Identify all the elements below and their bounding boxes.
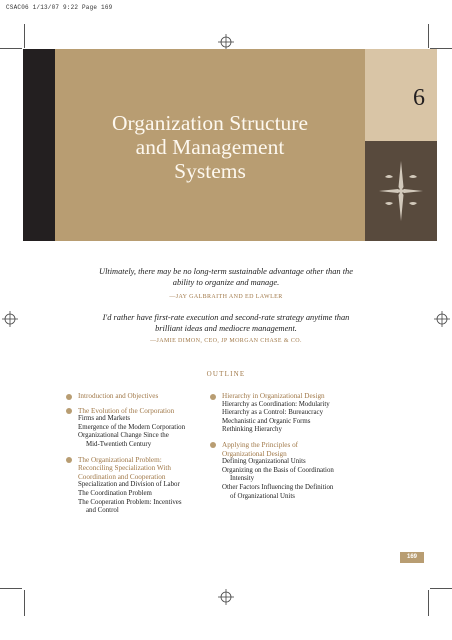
- outline-section-title: [66, 392, 216, 401]
- chapter-number-box: [365, 49, 437, 141]
- outline-item: Specialization and Division of Labor: [78, 481, 180, 489]
- bullet-icon: [66, 394, 72, 400]
- chapter-title-line: Organization Structure: [111, 111, 309, 135]
- outline-section-title-line: Reconciling Specialization With: [78, 464, 171, 473]
- chapter-title-line: Systems: [174, 159, 246, 183]
- outline-column-right: [210, 392, 380, 507]
- outline-item: and Control: [86, 507, 119, 515]
- outline-section-title-line: The Evolution of the Corporation: [78, 406, 175, 415]
- bullet-icon: [66, 457, 72, 463]
- outline-column-left: [66, 392, 216, 522]
- bullet-icon: [210, 442, 216, 448]
- outline-item: Firms and Markets: [78, 415, 131, 423]
- outline-section: [66, 456, 216, 516]
- outline-item: Rethinking Hierarchy: [222, 426, 282, 434]
- outline-item: Mechanistic and Organic Forms: [222, 417, 311, 425]
- chapter-number: 6: [413, 85, 425, 111]
- quote-attribution: —JAMIE DIMON, CEO, JP MORGAN CHASE & CO.: [150, 338, 302, 344]
- quote-line: I'd rather have first-rate execution and second-rate strategy anytime than: [102, 313, 350, 322]
- outline-section: [66, 392, 216, 401]
- outline-item: The Coordination Problem: [78, 489, 152, 497]
- page-number: 169: [400, 552, 424, 563]
- outline-section: [210, 392, 380, 435]
- bullet-icon: [210, 394, 216, 400]
- registration-mark-icon: [218, 34, 234, 50]
- crop-mark: [428, 24, 429, 48]
- registration-mark-icon: [434, 311, 450, 327]
- outline-section-title-line: Hierarchy in Organizational Design: [222, 392, 325, 400]
- outline-section-title-line: Applying the Principles of: [222, 440, 299, 449]
- ornament-box: [365, 141, 437, 241]
- quote-line: Ultimately, there may be no long-term sustainable advantage other than the: [99, 267, 353, 276]
- outline-section-title-line: The Organizational Problem:: [78, 455, 162, 464]
- print-slug: CSAC06 1/13/07 9:22 Page 169: [6, 4, 113, 11]
- outline-section-title: [210, 392, 380, 401]
- outline-item: Organizing on the Basis of Coordination: [222, 466, 334, 474]
- bullet-icon: [66, 408, 72, 414]
- chapter-title-line: and Management: [135, 135, 285, 159]
- outline-item: Organizational Change Since the: [78, 432, 169, 440]
- outline-item: of Organizational Units: [230, 492, 295, 500]
- outline-item: Other Factors Influencing the Definition: [222, 483, 334, 491]
- outline-item: Hierarchy as Coordination: Modularity: [222, 400, 330, 408]
- quote-line: brilliant ideas and mediocre management.: [155, 324, 297, 333]
- registration-mark-icon: [2, 311, 18, 327]
- outline-item: Mid-Twentieth Century: [86, 440, 152, 448]
- chapter-header: [23, 49, 437, 241]
- outline-section-title: [210, 441, 380, 458]
- outline-section-title: [66, 407, 216, 416]
- crop-mark: [0, 48, 22, 49]
- crop-mark: [24, 24, 25, 48]
- outline-section-title: [66, 456, 216, 482]
- outline-section-title-line: Coordination and Cooperation: [78, 472, 166, 481]
- outline-item: The Cooperation Problem: Incentives: [78, 498, 182, 506]
- outline-item: Defining Organizational Units: [222, 458, 306, 466]
- quote-attribution: —JAY GALBRAITH AND ED LAWLER: [169, 294, 283, 300]
- black-bar: [23, 49, 55, 241]
- outline-section: [66, 407, 216, 450]
- outline-item: Intensity: [230, 475, 255, 483]
- quote-line: ability to organize and manage.: [172, 278, 280, 287]
- crop-mark: [24, 590, 25, 616]
- crop-mark: [430, 588, 452, 589]
- outline-heading: OUTLINE: [206, 370, 246, 378]
- compass-ornament-icon: [365, 141, 437, 241]
- crop-mark: [0, 588, 22, 589]
- outline-section-title-line: Introduction and Objectives: [78, 392, 159, 400]
- registration-mark-icon: [218, 589, 234, 605]
- chapter-title: [55, 111, 365, 183]
- outline-item: Hierarchy as a Control: Bureaucracy: [222, 409, 324, 417]
- epigraph-quote: [40, 266, 412, 288]
- crop-mark: [428, 590, 429, 616]
- outline-section: [210, 441, 380, 501]
- epigraph-quote: [40, 312, 412, 334]
- outline-section-title-line: Organizational Design: [222, 449, 287, 458]
- outline-item: Emergence of the Modern Corporation: [78, 423, 186, 431]
